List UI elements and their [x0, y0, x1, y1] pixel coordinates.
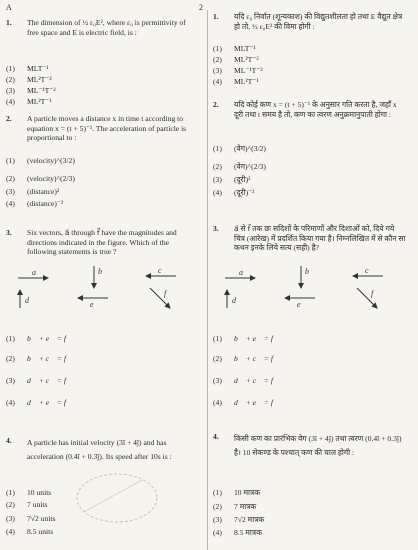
option-number: (1)	[213, 144, 222, 153]
option-number: (4)	[6, 97, 15, 106]
question-number: 1.	[213, 12, 219, 21]
option-text: (distance)⁻²	[27, 199, 64, 208]
option-number: (1)	[213, 488, 222, 497]
option-text: d⃗ + c⃗ = f⃗	[234, 376, 279, 385]
question-text: a⃗ से f⃗ तक छः सदिशों के परिमाणों और दिशाओं को, दिये गये चित्र (आरेख) में प्रदर्शित किया गया है। निम्नलिखित में से कौन सा कथन इनके लिये सत्य (सही) है?	[234, 224, 406, 253]
vector-a-label: a	[239, 268, 243, 277]
question-text: A particle moves a distance x in time t according to equation x = (t + 5)⁻¹. The acceleration of particle is proportional to :	[27, 114, 187, 143]
option-number: (3)	[213, 175, 222, 184]
option-number: (3)	[6, 86, 15, 95]
option-text: ML⁻¹T⁻²	[27, 86, 56, 95]
option-number: (4)	[6, 199, 15, 208]
question-text: यदि ε₀ निर्वात (शून्यकाश) की विद्युतशीलता हो तथा E वैद्युत क्षेत्र हो तो, ½ ε₀E² की विमा होगी :	[234, 12, 403, 31]
question-text: यदि कोई कण x = (t + 5)⁻¹ के अनुसार गति करता है, जहाँ x दूरी तथा t समय है तो, कण का त्वरण अनुक्रमानुपाती होगा :	[234, 100, 397, 119]
faded-stamp	[72, 468, 162, 528]
option-text: (वेग)^(2/3)	[234, 162, 266, 171]
option-number: (4)	[213, 528, 222, 537]
vector-f-label: f	[371, 289, 374, 298]
option-text: (distance)²	[27, 187, 60, 196]
vector-figure	[211, 264, 406, 310]
option-text: 7 units	[27, 500, 48, 509]
option-text: ML²T⁻¹	[234, 77, 259, 86]
option-text: (दूरी)²	[234, 175, 251, 184]
option-number: (4)	[213, 77, 222, 86]
option-number: (1)	[6, 156, 15, 165]
option-number: (1)	[6, 334, 15, 343]
option-number: (4)	[213, 398, 222, 407]
option-text: d⃗ + e⃗ = f⃗	[27, 398, 72, 407]
option-number: (1)	[6, 488, 15, 497]
option-text: 8.5 units	[27, 527, 54, 536]
question-number: 3.	[213, 224, 219, 233]
option-number: (2)	[6, 354, 15, 363]
vector-f-arrow	[357, 288, 377, 308]
option-number: (2)	[213, 502, 222, 511]
vector-f-arrow	[150, 288, 170, 308]
question-text: A particle has initial velocity (3î + 4ĵ) and has acceleration (0.4î + 0.3ĵ). Its speed after 10s is :	[27, 438, 172, 462]
option-text: 10 मात्रक	[234, 488, 261, 497]
question-number: 2.	[213, 100, 219, 109]
option-number: (2)	[213, 55, 222, 64]
option-text: MLT⁻¹	[27, 64, 49, 73]
question-text: किसी कण का प्रारंभिक वेग (3î + 4ĵ) तथा त्वरण (0.4î + 0.3ĵ) है। 10 सेकण्ड के पश्चात् कण की चाल होगी :	[234, 434, 402, 458]
option-text: ML⁻¹T⁻²	[234, 66, 263, 75]
vector-figure-svg	[211, 264, 406, 310]
vector-b-label: b	[305, 267, 309, 276]
option-text: 10 units	[27, 488, 52, 497]
vector-b-label: b	[98, 267, 102, 276]
option-text: 8.5 मात्रक	[234, 528, 262, 537]
question-number: 4.	[213, 432, 219, 441]
option-number: (1)	[213, 44, 222, 53]
option-number: (4)	[213, 188, 222, 197]
option-text: ML²T⁻²	[27, 75, 52, 84]
option-text: ML²T⁻²	[234, 55, 259, 64]
vector-f-label: f	[164, 289, 167, 298]
option-number: (2)	[6, 174, 15, 183]
option-number: (3)	[213, 515, 222, 524]
vector-a-label: a	[32, 268, 36, 277]
option-number: (3)	[6, 187, 15, 196]
column-divider	[207, 10, 208, 550]
option-text: d⃗ + c⃗ = f⃗	[27, 376, 72, 385]
option-number: (1)	[6, 64, 15, 73]
vector-c-label: c	[365, 266, 369, 275]
option-text: b⃗ + c⃗ = f⃗	[234, 354, 279, 363]
question-text: Six vectors, a⃗ through f⃗ have the magnitudes and directions indicated in the figure. Which of the following statements is true ?	[27, 228, 177, 257]
question-text: The dimension of ½ ε₀E², where ε₀ is permittivity of free space and E is electric field, is :	[27, 18, 186, 37]
page-corner-label: A	[6, 3, 12, 12]
option-text: (दूरी)⁻²	[234, 188, 255, 197]
question-number: 1.	[6, 18, 12, 27]
option-number: (4)	[6, 527, 15, 536]
option-text: (velocity)^(2/3)	[27, 174, 75, 183]
option-number: (4)	[6, 398, 15, 407]
option-text: (वेग)^(3/2)	[234, 144, 266, 153]
option-text: 7√2 units	[27, 514, 56, 523]
vector-c-label: c	[158, 266, 162, 275]
question-number: 4.	[6, 436, 12, 445]
vector-figure	[4, 264, 199, 310]
option-text: d⃗ + e⃗ = f⃗	[234, 398, 279, 407]
vector-e-label: e	[297, 300, 301, 309]
page-number: 2	[199, 3, 203, 12]
option-number: (3)	[6, 376, 15, 385]
option-text: (velocity)^(3/2)	[27, 156, 75, 165]
option-text: 7 मात्रक	[234, 502, 257, 511]
question-number: 2.	[6, 114, 12, 123]
option-text: b⃗ + e⃗ = f⃗	[27, 334, 72, 343]
english-column	[4, 0, 200, 550]
option-text: b⃗ + e⃗ = f⃗	[234, 334, 279, 343]
vector-e-label: e	[90, 300, 94, 309]
option-number: (3)	[213, 66, 222, 75]
option-text: MLT⁻¹	[234, 44, 256, 53]
option-number: (2)	[213, 354, 222, 363]
option-number: (3)	[6, 514, 15, 523]
option-number: (2)	[6, 500, 15, 509]
option-text: ML²T⁻¹	[27, 97, 52, 106]
vector-d-label: d	[25, 296, 29, 305]
vector-d-label: d	[232, 296, 236, 305]
option-number: (2)	[213, 162, 222, 171]
option-number: (3)	[213, 376, 222, 385]
question-number: 3.	[6, 228, 12, 237]
option-number: (1)	[213, 334, 222, 343]
hindi-column	[211, 0, 407, 550]
vector-figure-svg	[4, 264, 199, 310]
option-text: b⃗ + c⃗ = f⃗	[27, 354, 72, 363]
option-number: (2)	[6, 75, 15, 84]
option-text: 7√2 मात्रक	[234, 515, 265, 524]
